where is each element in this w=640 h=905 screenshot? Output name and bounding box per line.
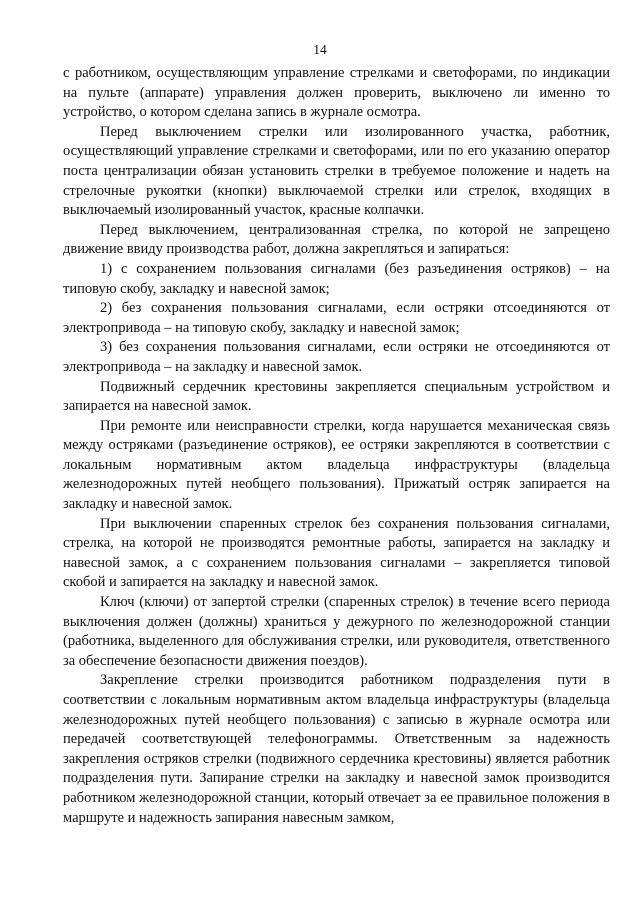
list-item-2: 2) без сохранения пользования сигналами, если остряки отсоединяются от электропривода – на типовую скобу, закладку и навесной замок; [63, 300, 610, 336]
paragraph-switch-disable-caps: Перед выключением стрелки или изолированного участка, работник, осуществляющий управление стрелками и светофорами, или по его указанию оператор поста централизации обязан установить стрелки в требуемое положение и надеть на стрелочные рукоятки (кнопки) выключаемой стрелки или стрелок, входящих в выключаемый изолированный участок, красные колпачки. [63, 123, 610, 219]
page-number: 14 [313, 42, 327, 57]
paragraph-paired-switches: При выключении спаренных стрелок без сохранения пользования сигналами, стрелка, на которой не производятся ремонтные работы, запирается на закладку и навесной замок, а с сохранением пользования сигналами – закрепляется типовой скобой и запирается на закладку и навесной замок. [63, 515, 610, 591]
paragraph-switch-locking-intro: Перед выключением, централизованная стрелка, по которой не запрещено движение ввиду производства работ, должна закрепляться и запираться: [63, 221, 610, 258]
paragraph-fastening: Закрепление стрелки производится работником подразделения пути в соответствии с локальным нормативным актом владельца инфраструктуры (владельца железнодорожных путей необщего пользования) с записью в журнале осмотра или передачей соответствующей телефонограммы. Ответственным за надежность закрепления остряков стрелки (подвижного сердечника крестовины) является работник подразделения пути. Запирание стрелки на закладку и навесной замок производится работником железнодорожной станции, который отвечает за ее правильное положения в маршруте и надежность запирания навесным замком, [63, 672, 610, 826]
paragraph-repair: При ремонте или неисправности стрелки, когда нарушается механическая связь между остряками (разъединение остряков), ее остряки закрепляются в соответствии с локальным нормативным актом владельца инфраструктуры (владельца железнодорожных путей необщего пользования). Прижатый остряк запирается на закладку и навесной замок. [63, 417, 610, 513]
paragraph-continuation: с работником, осуществляющим управление стрелками и светофорами, по индикации на пульте (аппарате) управления должен проверить, выключено ли именно то устройство, о котором сделана запись в журнале осмотра. [63, 65, 610, 121]
paragraph-movable-frog: Подвижный сердечник крестовины закрепляется специальным устройством и запирается на навесной замок. [63, 378, 610, 415]
body-text [63, 64, 610, 828]
paragraph-keys: Ключ (ключи) от запертой стрелки (спаренных стрелок) в течение всего периода выключения должен (должны) храниться у дежурного по железнодорожной станции (работника, выделенного для обслуживания стрелки, или руководителя, ответственного за обеспечение безопасности движения поездов). [63, 594, 610, 669]
list-item-3: 3) без сохранения пользования сигналами, если остряки не отсоединяются от электропривода – на закладку и навесной замок. [63, 339, 610, 375]
list-item-1: 1) с сохранением пользования сигналами (без разъединения остряков) – на типовую скобу, закладку и навесной замок; [63, 260, 610, 297]
